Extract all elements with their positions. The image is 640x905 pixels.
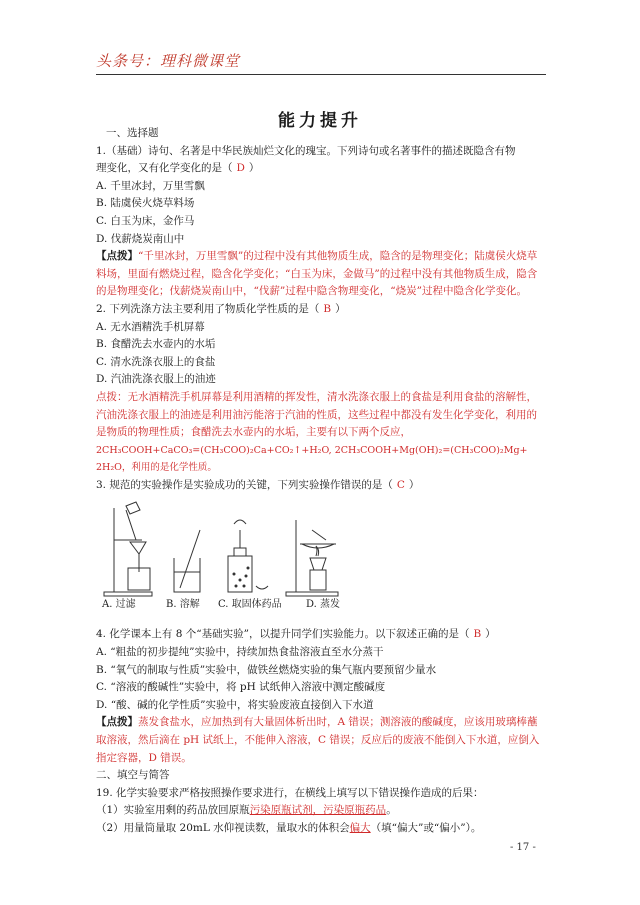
question-1-option: C. 白玉为床，金作马: [96, 214, 195, 227]
question-2-stem: [96, 301, 546, 319]
item-2-answer: 偏大: [349, 822, 371, 834]
page-number: - 17 -: [510, 842, 536, 853]
question-4-option: A. “粗盐的初步提纯”实验中，持续加热食盐溶液直至水分蒸干: [96, 646, 384, 659]
question-2-option: B. 食醋洗去水壶内的水垢: [96, 338, 216, 351]
question-2-tip: 点拨：无水酒精洗手机屏幕是利用酒精的挥发性，清水洗涤衣服上的食盐是利用食盐的溶解性，汽油洗涤衣服上的油迹是利用油污能溶于汽油的性质，这些过程中都没有发生化学变化，利用的是物质的物理性质；食醋洗去水壶内的水垢，主要有以下两个反应，: [96, 390, 537, 439]
item-2-text: （2）用量筒量取 20mL 水仰视读数，量取水的体积会: [96, 822, 350, 834]
item-1-end: 。: [386, 804, 397, 817]
question-4-option: C. “溶液的酸碱性”实验中，将 pH 试纸伸入溶液中测定酸碱度: [96, 681, 386, 694]
tip-label: 【点拨】: [96, 716, 138, 729]
question-1-option: A. 千里冰封，万里雪飘: [96, 179, 205, 192]
tip-label: 【点拨】: [96, 250, 138, 263]
question-4-text: 4. 化学课本上有 8 个“基础实验”，以提升同学们实验能力。以下叙述正确的是（: [96, 628, 470, 641]
question-1-tip: [96, 248, 546, 301]
question-2-answer: B: [323, 302, 332, 315]
item-1-answer: 污染原瓶试剂，污染原瓶药品: [249, 804, 387, 817]
question-4-tip: [96, 714, 546, 767]
question-1-option: D. 伐薪烧炭南山中: [96, 232, 185, 245]
tip-text: 蒸发食盐水，应加热到有大量固体析出时，A 错误；测溶液的酸碱度，应该用玻璃棒蘸取溶液，然后滴在 pH 试纸上，不能伸入溶液，C 错误；反应后的废液不能倒入下水道，应倒入指定容器，D 错误。: [96, 716, 540, 764]
lab-figures: [96, 500, 546, 622]
question-19-item-2: [96, 820, 546, 838]
question-19-item-1: [96, 802, 546, 820]
section-heading: 二、填空与简答: [96, 769, 170, 782]
figure-label-d: D. 蒸发: [306, 599, 341, 611]
header-brand: 头条号：理科微课堂: [96, 52, 241, 70]
question-4-option: B. “氧气的制取与性质”实验中，做铁丝燃烧实验的集气瓶内要预留少量水: [96, 663, 437, 676]
question-1-text: 理变化，又有化学变化的是（: [96, 162, 233, 175]
question-2-text: 2. 下列洗涤方法主要利用了物质化学性质的是（: [96, 302, 320, 315]
question-19-stem: 19. 化学实验要求严格按照操作要求进行，在横线上填写以下错误操作造成的后果：: [96, 786, 484, 799]
section-heading: 一、选择题: [106, 127, 159, 139]
question-1-option: B. 陆虞侯火烧草料场: [96, 197, 195, 210]
question-4-option: D. “酸、碱的化学性质”实验中，将实验废液直接倒入下水道: [96, 698, 374, 711]
item-2-end: （填“偏大”或“偏小”）。: [370, 822, 482, 834]
question-3-close: ）: [408, 478, 420, 491]
question-3-text: 3. 规范的实验操作是实验成功的关键，下列实验操作错误的是（: [96, 478, 393, 491]
question-3-stem: [96, 477, 546, 495]
tip-text: “千里冰封，万里雪飘”的过程中没有其他物质生成，隐含的是物理变化；陆虞侯火烧草料场，里面有燃烧过程，隐含化学变化；“白玉为床，金做马”的过程中没有其他物质生成，隐含的是物理变化；伐薪烧炭南山中，“伐薪”过程中隐含物理变化，“烧炭”过程中隐含化学变化。: [96, 250, 538, 298]
question-1-close: ）: [248, 162, 260, 175]
header-divider: [96, 74, 546, 75]
figure-label-a: A. 过滤: [102, 599, 136, 611]
figure-label-b: B. 溶解: [166, 599, 200, 611]
question-4-stem: [96, 626, 546, 644]
question-2-option: D. 汽油洗涤衣服上的油迹: [96, 373, 216, 386]
document-body: [96, 125, 546, 838]
figure-label-c: C. 取固体药品: [218, 599, 282, 611]
question-2-option: A. 无水酒精洗手机屏幕: [96, 320, 205, 333]
question-1-stem-cont: [96, 160, 546, 178]
question-2-close: ）: [335, 302, 346, 315]
page-title: 能力提升: [278, 111, 362, 131]
question-4-close: ）: [485, 628, 496, 641]
question-3-answer: C: [396, 478, 405, 491]
question-2-option: C. 清水洗涤衣服上的食盐: [96, 355, 216, 368]
question-2-equation: 2CH₃COOH+CaCO₃=(CH₃COO)₂Ca+CO₂↑+H₂O, 2CH₃COOH+Mg(OH)₂=(CH₃COO)₂Mg+ 2H₂O，利用的是化学性质。: [96, 444, 528, 474]
question-1-answer: D: [236, 162, 245, 175]
item-1-text: （1）实验室用剩的药品放回原瓶: [96, 804, 250, 817]
question-4-answer: B: [473, 628, 482, 641]
question-1-stem: 1.（基础）诗句、名著是中华民族灿烂文化的瑰宝。下列诗句或名著事件的描述既隐含有物: [96, 144, 516, 157]
lab-apparatus-illustration: [96, 500, 356, 600]
